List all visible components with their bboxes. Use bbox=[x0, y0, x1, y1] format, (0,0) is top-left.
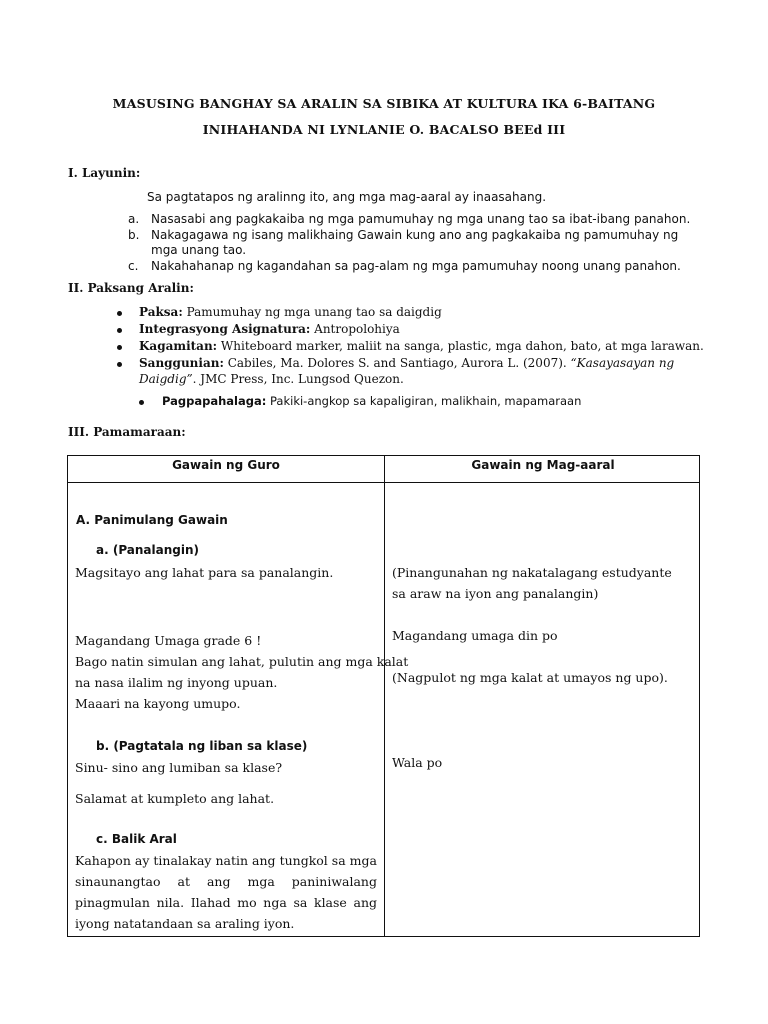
item-value: Whiteboard marker, maliit na sanga, plastic, mga dahon, bato, at mga larawan. bbox=[217, 339, 704, 353]
column-divider bbox=[384, 456, 385, 936]
item-label: Integrasyong Asignatura: bbox=[139, 322, 311, 336]
sanggunian-item bbox=[139, 356, 674, 370]
subsection-balik-aral: c. Balik Aral bbox=[96, 832, 177, 846]
section-heading-paksang-aralin: II. Paksang Aralin: bbox=[68, 281, 194, 295]
item-value: Pamumuhay ng mga unang tao sa daigdig bbox=[182, 305, 442, 319]
item-value: Pakiki-angkop sa kapaligiran, malikhain, mapamaraan bbox=[266, 394, 582, 408]
bullet-icon bbox=[117, 328, 122, 333]
item-value: Cabiles, Ma. Dolores S. and Santiago, Aurora L. (2007). bbox=[223, 356, 571, 370]
list-marker: b. bbox=[128, 228, 140, 242]
guro-kalat-line2: na nasa ilalim ng inyong upuan. bbox=[75, 675, 278, 690]
list-marker: a. bbox=[128, 212, 140, 226]
column-header-mag-aaral: Gawain ng Mag-aaral bbox=[471, 458, 615, 472]
guro-salamat: Salamat at kumpleto ang lahat. bbox=[75, 791, 275, 806]
layunin-intro: Sa pagtatapos ng aralinng ito, ang mga mag-aaral ay inaasahang. bbox=[147, 190, 547, 204]
document-subtitle: INIHAHANDA NI LYNLANIE O. BACALSO BEEd III bbox=[202, 122, 566, 137]
item-value: Antropolohiya bbox=[310, 322, 400, 336]
list-item: Nakahahanap ng kagandahan sa pag-alam ng mga pamumuhay noong unang panahon. bbox=[151, 259, 681, 273]
guro-greeting: Magandang Umaga grade 6 ! bbox=[75, 633, 262, 648]
item-label: Kagamitan: bbox=[139, 339, 218, 353]
subsection-pagtatala: b. (Pagtatala ng liban sa klase) bbox=[96, 739, 308, 753]
integrasyon-item bbox=[139, 322, 400, 336]
bullet-icon bbox=[117, 362, 122, 367]
list-marker: c. bbox=[128, 259, 139, 273]
guro-liban: Sinu- sino ang lumiban sa klase? bbox=[75, 760, 283, 775]
mag-aaral-panalangin-line2: sa araw na iyon ang panalangin) bbox=[392, 586, 599, 601]
document-title: MASUSING BANGHAY SA ARALIN SA SIBIKA AT KULTURA IKA 6-BAITANG bbox=[112, 96, 656, 111]
mag-aaral-liban: Wala po bbox=[392, 755, 443, 770]
section-heading-layunin: I. Layunin: bbox=[68, 166, 141, 180]
mag-aaral-greeting: Magandang umaga din po bbox=[392, 628, 558, 643]
bullet-icon bbox=[117, 311, 122, 316]
activities-table bbox=[67, 455, 700, 937]
section-panimulang-gawain: A. Panimulang Gawain bbox=[76, 513, 228, 527]
guro-upo: Maaari na kayong umupo. bbox=[75, 696, 241, 711]
bullet-icon bbox=[117, 345, 122, 350]
sanggunian-continuation bbox=[139, 372, 404, 386]
section-heading-pamamaraan: III. Pamamaraan: bbox=[68, 425, 186, 439]
publisher: . JMC Press, Inc. Lungsod Quezon. bbox=[192, 372, 404, 386]
item-label: Pagpapahalaga: bbox=[162, 394, 267, 408]
list-item: Nakagagawa ng isang malikhaing Gawain kung ano ang pagkakaiba ng pamumuhay ng bbox=[151, 228, 679, 242]
item-label: Sanggunian: bbox=[139, 356, 224, 370]
book-title-end: Daigdig” bbox=[139, 372, 193, 386]
column-header-guro: Gawain ng Guro bbox=[172, 458, 280, 472]
bullet-icon bbox=[139, 400, 144, 405]
book-title: “Kasayasayan ng bbox=[570, 356, 675, 370]
mag-aaral-kalat: (Nagpulot ng mga kalat at umayos ng upo). bbox=[392, 670, 668, 685]
mag-aaral-panalangin-line1: (Pinangunahan ng nakatalagang estudyante bbox=[392, 565, 672, 580]
subsection-panalangin: a. (Panalangin) bbox=[96, 543, 200, 557]
pagpapahalaga-item bbox=[162, 394, 581, 408]
guro-panalangin: Magsitayo ang lahat para sa panalangin. bbox=[75, 565, 334, 580]
kagamitan-item bbox=[139, 339, 704, 353]
item-label: Paksa: bbox=[139, 305, 183, 319]
header-divider bbox=[68, 482, 699, 483]
paksa-item bbox=[139, 305, 442, 319]
list-item: Nasasabi ang pagkakaiba ng mga pamumuhay ng mga unang tao sa ibat-ibang panahon. bbox=[151, 212, 691, 226]
guro-balik-aral: Kahapon ay tinalakay natin ang tungkol sa mga sinaunangtao at ang mga paniniwalang pinagmulan nila. Ilahad mo nga sa klase ang iyong natatandaan sa araling iyon. bbox=[75, 853, 377, 931]
list-item-continuation: mga unang tao. bbox=[151, 243, 247, 257]
guro-kalat-line1: Bago natin simulan ang lahat, pulutin ang mga kalat bbox=[75, 654, 409, 669]
